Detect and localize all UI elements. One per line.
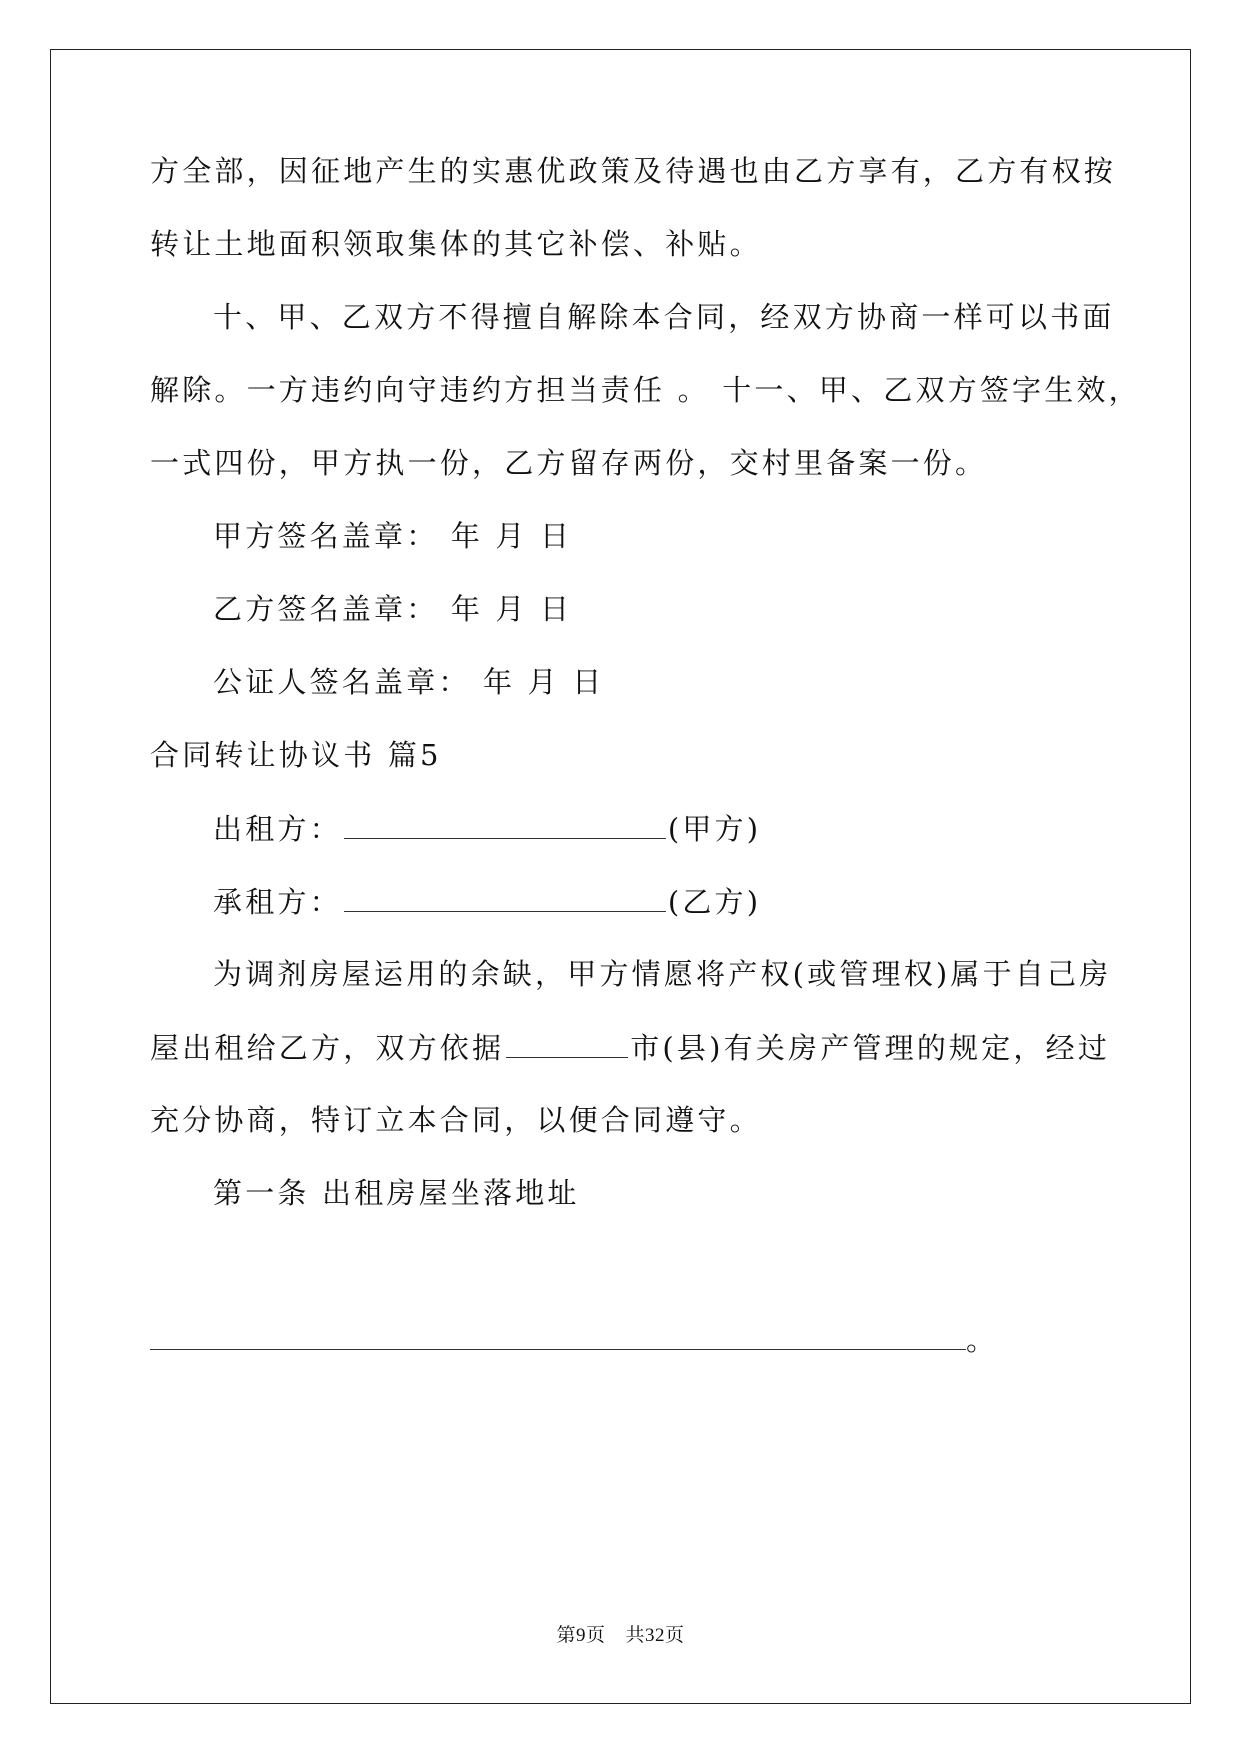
section-title: 合同转让协议书 篇5: [150, 738, 442, 772]
address-line: [150, 1325, 995, 1355]
page-total: 共32页: [625, 1625, 685, 1646]
notary-signature: 公证人签名盖章： 年 月 日: [213, 665, 605, 699]
page-border: [50, 49, 1191, 1704]
intro-text: 屋出租给乙方，双方依据: [150, 1031, 505, 1065]
page-footer: [0, 1620, 1241, 1647]
lessee-label: 承租方：: [213, 885, 342, 919]
address-blank[interactable]: [150, 1325, 966, 1350]
paragraph-line: 一式四份，甲方执一份，乙方留存两份，交村里备案一份。: [150, 446, 988, 480]
paragraph-line: 充分协商，特订立本合同，以便合同遵守。: [150, 1103, 762, 1137]
address-end: 。: [966, 1323, 996, 1357]
party-b-signature: 乙方签名盖章： 年 月 日: [213, 592, 573, 626]
lessee-suffix: (乙方): [667, 885, 762, 919]
lessee-blank[interactable]: [344, 887, 666, 912]
lessor-blank[interactable]: [344, 814, 666, 839]
lessor-suffix: (甲方): [667, 812, 762, 846]
party-a-signature: 甲方签名盖章： 年 月 日: [213, 519, 573, 553]
city-blank[interactable]: [506, 1033, 628, 1058]
paragraph-line: 转让土地面积领取集体的其它补偿、补贴。: [150, 227, 762, 261]
lessee-line: [213, 887, 761, 917]
paragraph-line: 方全部，因征地产生的实惠优政策及待遇也由乙方享有，乙方有权按: [150, 154, 1117, 188]
intro-text: 市(县)有关房产管理的规定，经过: [630, 1031, 1111, 1065]
lessor-line: [213, 814, 761, 844]
paragraph-line: 十、甲、乙双方不得擅自解除本合同，经双方协商一样可以书面: [213, 300, 1115, 334]
paragraph-line: 为调剂房屋运用的余缺，甲方情愿将产权(或管理权)属于自己房: [213, 957, 1112, 991]
article-heading: 第一条 出租房屋坐落地址: [213, 1176, 580, 1210]
page-number: 第9页: [556, 1625, 606, 1646]
lessor-label: 出租方：: [213, 812, 342, 846]
paragraph-line: [150, 1033, 1110, 1063]
paragraph-line: 解除。一方违约向守违约方担当责任 。 十一、甲、乙双方签字生效，: [150, 373, 1141, 407]
